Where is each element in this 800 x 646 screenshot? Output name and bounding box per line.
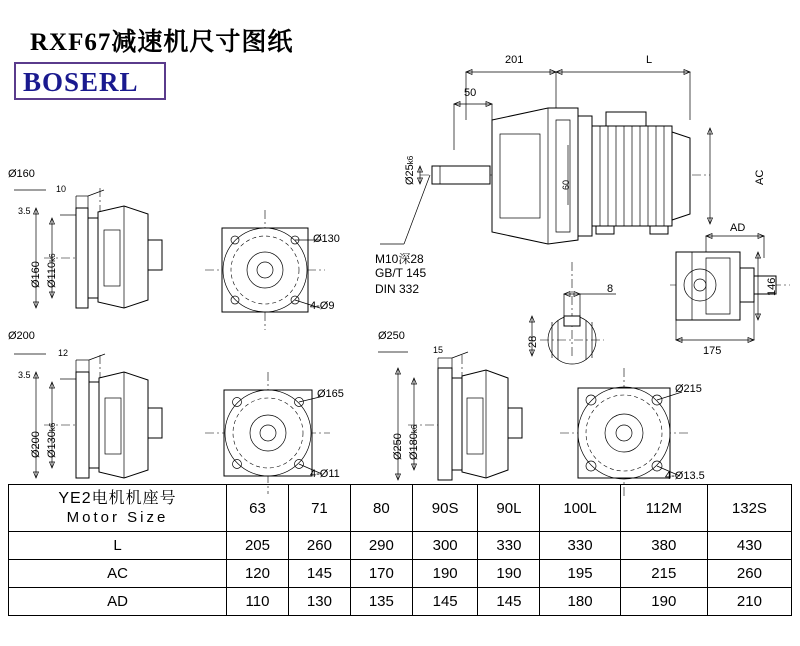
flange200-face-dia-label: Ø200: [30, 431, 42, 458]
flange250-outer-dia-label: Ø250: [378, 330, 405, 342]
dim-201-label: 201: [505, 54, 524, 66]
flange160-dim-3-5: 3.5: [18, 206, 31, 216]
table-column-header: 100L: [540, 485, 620, 532]
table-row: [9, 560, 792, 588]
table-column-header: 112M: [620, 485, 707, 532]
thread-note-line2: GB/T 145: [375, 266, 427, 280]
table-cell: 380: [620, 532, 707, 560]
flange250-pcd-label: Ø215: [675, 383, 702, 395]
shaft-diameter-label: Ø25k6: [404, 155, 416, 185]
flange200-dim-12: 12: [58, 348, 69, 358]
table-cell: 145: [288, 560, 350, 588]
table-cell: 300: [412, 532, 478, 560]
table-column-header: 80: [350, 485, 412, 532]
logo-text: BOSERL: [23, 67, 139, 97]
dim-AD-label: AD: [730, 222, 746, 234]
dim-AC-label: AC: [754, 169, 766, 185]
flange160-holes-label: 4-Ø9: [310, 300, 335, 312]
flange200-bolt-dia-label: Ø130k6: [46, 422, 58, 458]
table-column-header: 90S: [412, 485, 478, 532]
flange250-dim-15: 15: [433, 345, 444, 355]
motor-size-table: [8, 484, 792, 616]
table-row: [9, 588, 792, 616]
table-row: [9, 532, 792, 560]
table-cell: 145: [478, 588, 540, 616]
table-cell: 190: [478, 560, 540, 588]
table-row: [9, 485, 792, 532]
thread-note-line1: M10深28: [375, 252, 424, 266]
flange200-dim-3-5: 3.5: [18, 370, 31, 380]
flange200-holes-label: 4-Ø11: [310, 468, 340, 480]
thread-note-line3: DIN 332: [375, 282, 420, 296]
flange160-pcd-label: Ø130: [313, 233, 340, 245]
flange160-face-dia-label: Ø160: [30, 261, 42, 288]
table-cell: 170: [350, 560, 412, 588]
dim-60-label: 60: [561, 179, 571, 190]
table-cell: 130: [288, 588, 350, 616]
table-row-label: AC: [9, 560, 227, 588]
table-column-header: 132S: [707, 485, 791, 532]
table-cell: 120: [227, 560, 289, 588]
dim-175-label: 175: [703, 345, 722, 357]
table-cell: 260: [288, 532, 350, 560]
table-column-header: 63: [227, 485, 289, 532]
table-body: [9, 485, 792, 616]
table-column-header: 90L: [478, 485, 540, 532]
flange160-outer-dia-label: Ø160: [8, 168, 35, 180]
table-cell: 110: [227, 588, 289, 616]
table-cell: 190: [412, 560, 478, 588]
flange160-bolt-dia-label: Ø110k6: [46, 253, 58, 288]
flange250-holes-label: 4-Ø13.5: [665, 470, 705, 482]
table-cell: 430: [707, 532, 791, 560]
table-cell: 180: [540, 588, 620, 616]
table-cell: 290: [350, 532, 412, 560]
table-cell: 215: [620, 560, 707, 588]
flange250-bolt-dia-label: Ø180k6: [408, 424, 420, 460]
flange160-dim-10: 10: [56, 184, 67, 194]
key-height-label: 28: [527, 335, 539, 348]
dim-L-label: L: [646, 54, 653, 66]
table-cell: 330: [478, 532, 540, 560]
table-header-cell: YE2电机机座号 Motor Size: [9, 485, 227, 532]
dim-146-label: 146: [766, 277, 778, 296]
table-column-header: 71: [288, 485, 350, 532]
dim-50-label: 50: [464, 87, 477, 99]
flange200-pcd-label: Ø165: [317, 388, 344, 400]
table-cell: 330: [540, 532, 620, 560]
flange250-face-dia-label: Ø250: [392, 433, 404, 460]
table-cell: 210: [707, 588, 791, 616]
table-cell: 195: [540, 560, 620, 588]
table-cell: 145: [412, 588, 478, 616]
table-cell: 205: [227, 532, 289, 560]
flange200-outer-dia-label: Ø200: [8, 330, 35, 342]
key-width-label: 8: [607, 283, 614, 295]
table-cell: 190: [620, 588, 707, 616]
page-title: RXF67减速机尺寸图纸: [30, 29, 294, 56]
table-row-label: AD: [9, 588, 227, 616]
table-cell: 135: [350, 588, 412, 616]
table-row-label: L: [9, 532, 227, 560]
table-cell: 260: [707, 560, 791, 588]
